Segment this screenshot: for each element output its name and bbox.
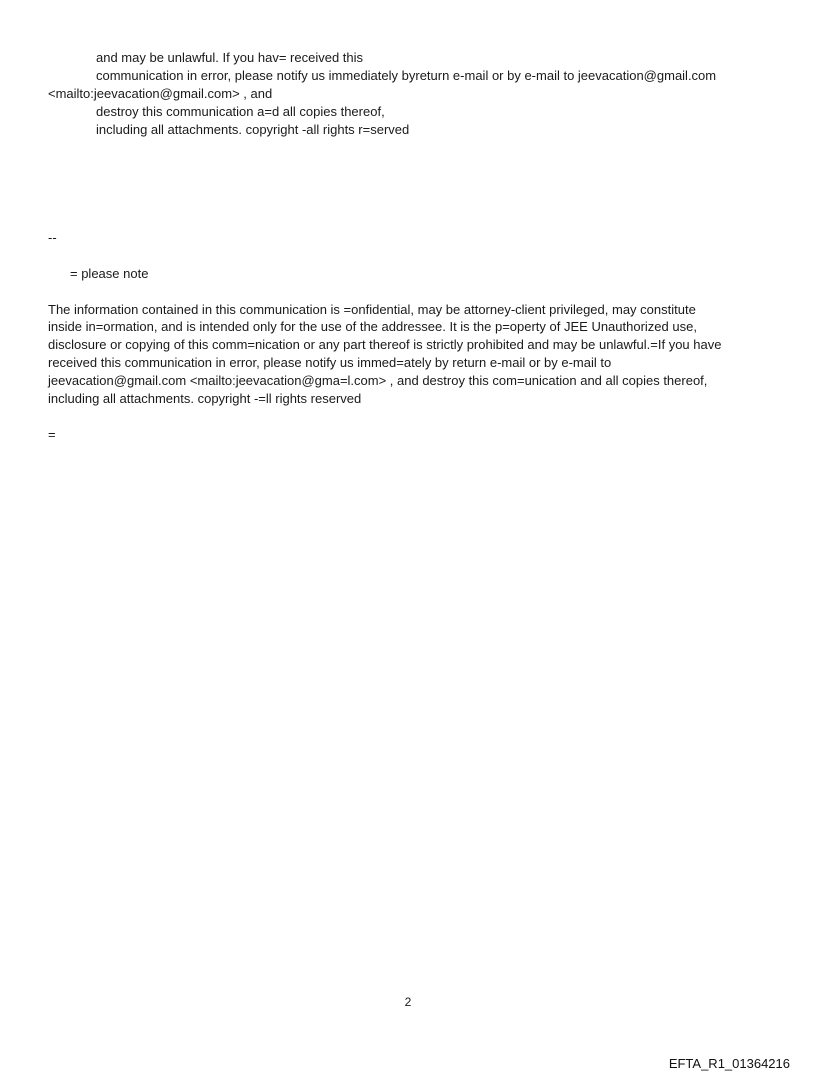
note-heading: = please note xyxy=(70,266,149,281)
second-disclaimer-line-5: jeevacation@gmail.com <mailto:jeevacation@gma=l.com> , and destroy this com=unication and all copies thereof, xyxy=(48,373,708,388)
document-id: EFTA_R1_01364216 xyxy=(668,1056,790,1071)
second-disclaimer-line-6: including all attachments. copyright -=ll rights reserved xyxy=(48,391,362,406)
first-disclaimer-line-5: including all attachments. copyright -all rights r=served xyxy=(96,122,410,137)
second-disclaimer-line-1: The information contained in this communication is =onfidential, may be attorney-client privileged, may constitute xyxy=(48,302,696,317)
trailing-mark: = xyxy=(48,427,56,442)
page-number: 2 xyxy=(404,995,412,1009)
first-disclaimer-line-2: communication in error, please notify us immediately byreturn e-mail or by e-mail to jeevacation@gmail.com xyxy=(96,68,717,83)
second-disclaimer-line-4: received this communication in error, please notify us immed=ately by return e-mail or by e-mail to xyxy=(48,355,612,370)
first-disclaimer-line-1: and may be unlawful. If you hav= received this xyxy=(96,50,364,65)
first-disclaimer-line-3: <mailto:jeevacation@gmail.com> , and xyxy=(48,86,273,101)
second-disclaimer-line-3: disclosure or copying of this comm=nication or any part thereof is strictly prohibited and may be unlawful.=If you have xyxy=(48,337,722,352)
first-disclaimer-line-4: destroy this communication a=d all copies thereof, xyxy=(96,104,385,119)
signature-separator: -- xyxy=(48,230,57,245)
second-disclaimer-line-2: inside in=ormation, and is intended only for the use of the addressee. It is the p=operty of JEE Unauthorized use, xyxy=(48,319,697,334)
